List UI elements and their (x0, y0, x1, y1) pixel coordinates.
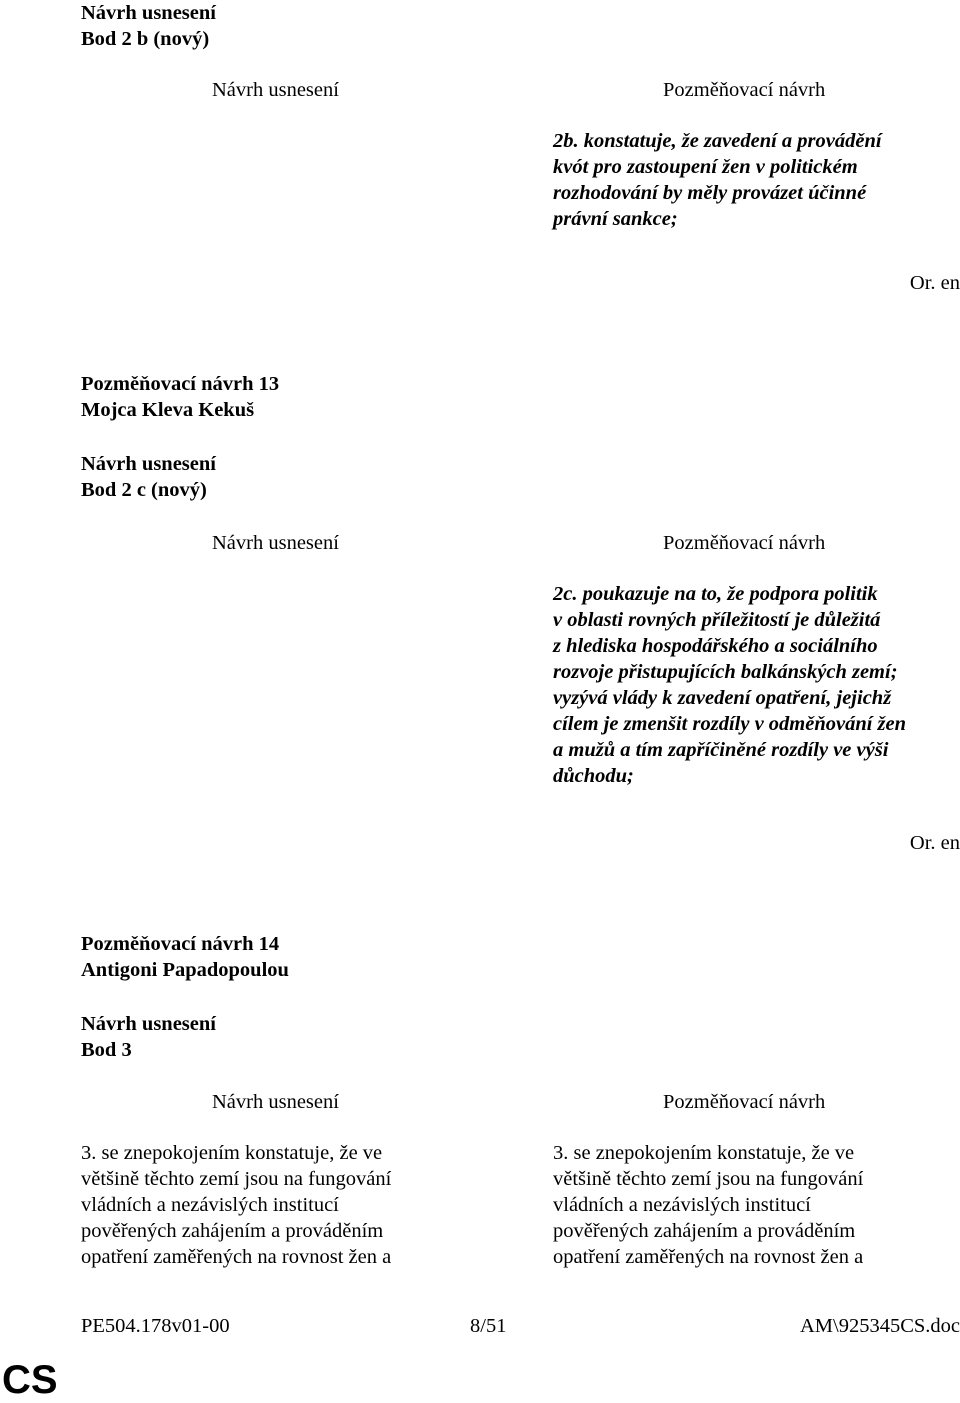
amendment13-author: Mojca Kleva Kekuš (81, 399, 255, 421)
section1-heading-line2: Bod 2 b (nový) (81, 28, 210, 50)
amendment14-header (81, 931, 289, 983)
section1-col-right-header: Pozměňovací návrh (663, 79, 826, 101)
amendment14-heading (81, 1011, 216, 1063)
text-line: a mužů a tím zapříčiněné rozdíly ve výši (553, 739, 889, 761)
amendment14-title: Pozměňovací návrh 14 (81, 933, 280, 955)
text-line: pověřených zahájením a prováděním (81, 1220, 384, 1242)
section1-right-text (553, 128, 953, 232)
amendment13-original-language: Or. en (909, 832, 960, 854)
text-line: 2c. poukazuje na to, že podpora politik (553, 583, 878, 605)
text-line: 3. se znepokojením konstatuje, že ve (553, 1142, 855, 1164)
amendment14-right-text (553, 1140, 953, 1270)
text-line: rozhodování by měly provázet účinné (553, 182, 867, 204)
footer-file-name: AM\925345CS.doc (799, 1315, 960, 1337)
section1-col-left-header: Návrh usnesení (212, 79, 339, 101)
text-line: cílem je zmenšit rozdíly v odměňování žen (553, 713, 907, 735)
text-line: právní sankce; (553, 208, 678, 230)
text-line: z hlediska hospodářského a sociálního (553, 635, 878, 657)
text-line: většině těchto zemí jsou na fungování (553, 1168, 864, 1190)
text-line: vládních a nezávislých institucí (81, 1194, 339, 1216)
amendment13-heading (81, 451, 216, 503)
footer-doc-ref: PE504.178v01-00 (81, 1315, 230, 1337)
amendment13-right-text (553, 581, 953, 789)
text-line: většině těchto zemí jsou na fungování (81, 1168, 392, 1190)
footer-language-code: CS (2, 1358, 58, 1402)
text-line: opatření zaměřených na rovnost žen a (553, 1246, 864, 1268)
amendment13-title: Pozměňovací návrh 13 (81, 373, 280, 395)
amendment14-author: Antigoni Papadopoulou (81, 959, 289, 981)
text-line: 2b. konstatuje, že zavedení a provádění (553, 130, 882, 152)
text-line: pověřených zahájením a prováděním (553, 1220, 856, 1242)
amendment14-heading-line1: Návrh usnesení (81, 1013, 216, 1035)
amendment14-heading-line2: Bod 3 (81, 1039, 132, 1061)
footer-page-number: 8/51 (470, 1315, 507, 1337)
amendment13-heading-line1: Návrh usnesení (81, 453, 216, 475)
text-line: v oblasti rovných příležitostí je důležitá (553, 609, 881, 631)
amendment13-col-right-header: Pozměňovací návrh (663, 532, 826, 554)
section1-heading-line1: Návrh usnesení (81, 2, 216, 24)
text-line: vyzývá vlády k zavedení opatření, jejichž (553, 687, 892, 709)
text-line: opatření zaměřených na rovnost žen a (81, 1246, 392, 1268)
text-line: důchodu; (553, 765, 634, 787)
text-line: rozvoje přistupujících balkánských zemí; (553, 661, 898, 683)
amendment13-col-left-header: Návrh usnesení (212, 532, 339, 554)
amendment14-col-right-header: Pozměňovací návrh (663, 1091, 826, 1113)
amendment13-header (81, 371, 279, 423)
text-line: kvót pro zastoupení žen v politickém (553, 156, 858, 178)
amendment14-col-left-header: Návrh usnesení (212, 1091, 339, 1113)
section1-original-language: Or. en (909, 272, 960, 294)
amendment14-left-text (81, 1140, 481, 1270)
text-line: vládních a nezávislých institucí (553, 1194, 811, 1216)
text-line: 3. se znepokojením konstatuje, že ve (81, 1142, 383, 1164)
section1-heading (81, 0, 216, 52)
amendment13-heading-line2: Bod 2 c (nový) (81, 479, 207, 501)
